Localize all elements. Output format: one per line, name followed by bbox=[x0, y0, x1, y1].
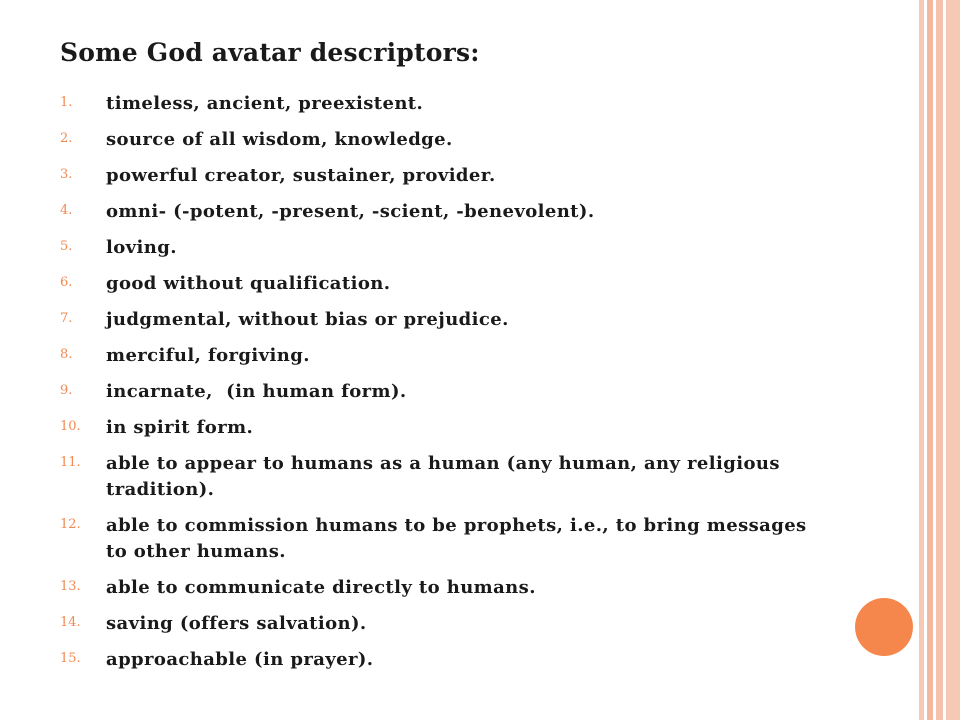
item-text: good without qualification. bbox=[106, 273, 391, 294]
item-text: approachable (in prayer). bbox=[106, 649, 374, 670]
item-number: 9. bbox=[60, 383, 73, 398]
item-text: merciful, forgiving. bbox=[106, 345, 310, 366]
item-text: judgmental, without bias or prejudice. bbox=[106, 309, 509, 330]
list-item bbox=[60, 127, 820, 153]
item-text: able to commission humans to be prophets, i.e., to bring messages to other humans. bbox=[106, 515, 814, 562]
list-item bbox=[60, 343, 820, 369]
item-text: in spirit form. bbox=[106, 417, 254, 438]
list-item bbox=[60, 91, 820, 117]
list-item bbox=[60, 513, 820, 565]
item-number: 4. bbox=[60, 203, 73, 218]
list-item bbox=[60, 163, 820, 189]
list-item bbox=[60, 235, 820, 261]
item-text: omni- (-potent, -present, -scient, -benevolent). bbox=[106, 201, 595, 222]
descriptor-list bbox=[60, 91, 820, 683]
list-item bbox=[60, 611, 820, 637]
item-number: 2. bbox=[60, 131, 73, 146]
item-number: 3. bbox=[60, 167, 73, 182]
item-number: 1. bbox=[60, 95, 73, 110]
item-text: able to communicate directly to humans. bbox=[106, 577, 536, 598]
item-number: 11. bbox=[60, 455, 81, 470]
item-number: 10. bbox=[60, 419, 81, 434]
list-item bbox=[60, 379, 820, 405]
decorative-side-bar bbox=[936, 0, 943, 720]
item-number: 7. bbox=[60, 311, 73, 326]
list-item bbox=[60, 307, 820, 333]
decorative-side-bar bbox=[946, 0, 960, 720]
item-number: 13. bbox=[60, 579, 81, 594]
item-number: 8. bbox=[60, 347, 73, 362]
list-item bbox=[60, 575, 820, 601]
list-item bbox=[60, 451, 820, 503]
item-text: incarnate, (in human form). bbox=[106, 381, 407, 402]
list-item bbox=[60, 271, 820, 297]
slide-title: Some God avatar descriptors: bbox=[60, 38, 480, 67]
item-number: 15. bbox=[60, 651, 81, 666]
item-number: 5. bbox=[60, 239, 73, 254]
list-item bbox=[60, 415, 820, 441]
item-text: saving (offers salvation). bbox=[106, 613, 367, 634]
item-number: 12. bbox=[60, 517, 81, 532]
item-text: loving. bbox=[106, 237, 177, 258]
item-text: powerful creator, sustainer, provider. bbox=[106, 165, 496, 186]
list-item bbox=[60, 647, 820, 673]
item-text: source of all wisdom, knowledge. bbox=[106, 129, 453, 150]
item-text: timeless, ancient, preexistent. bbox=[106, 93, 424, 114]
item-number: 14. bbox=[60, 615, 81, 630]
item-text: able to appear to humans as a human (any human, any religious tradition). bbox=[106, 453, 787, 500]
item-number: 6. bbox=[60, 275, 73, 290]
list-item bbox=[60, 199, 820, 225]
decorative-circle bbox=[855, 598, 913, 656]
